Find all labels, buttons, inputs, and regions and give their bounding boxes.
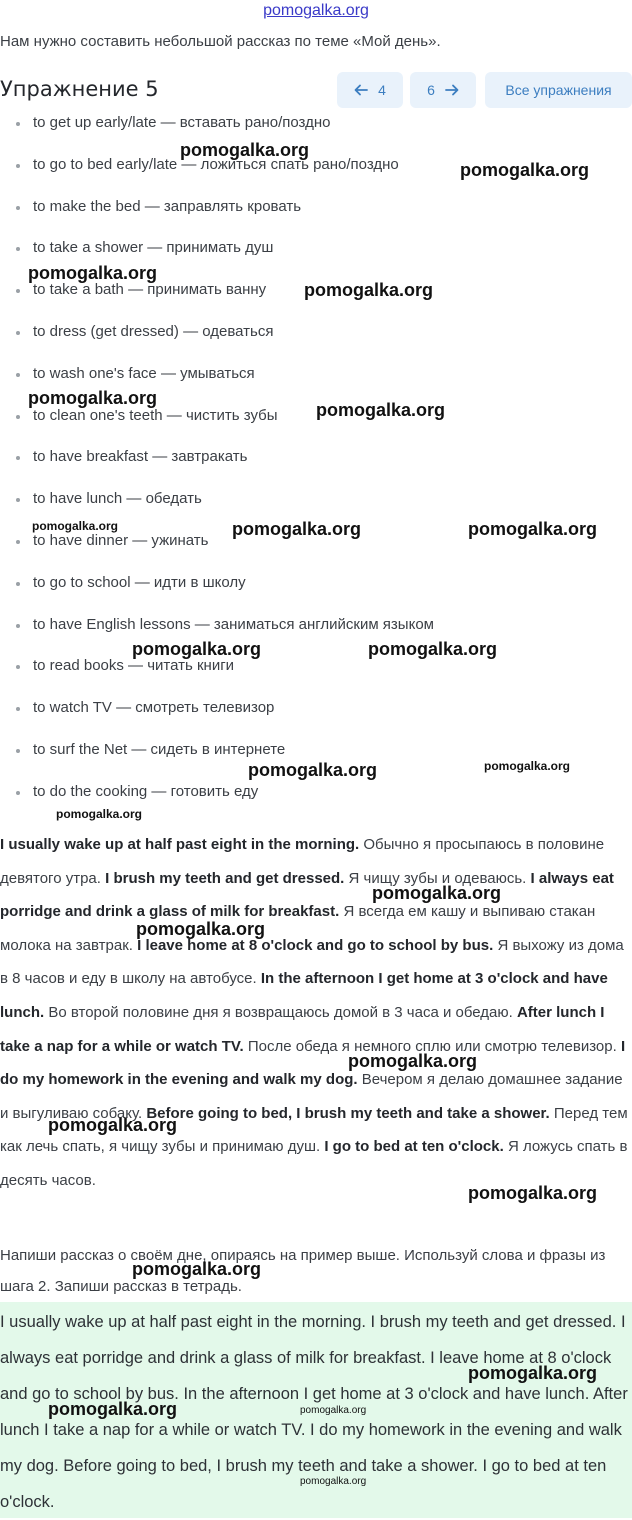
intro-text: Нам нужно составить небольшой рассказ по теме «Мой день».	[0, 33, 441, 50]
example-story	[0, 828, 632, 1198]
next-exercise-button[interactable]	[410, 72, 476, 108]
story-sentence-ru: Я чищу зубы и одеваюсь.	[348, 869, 527, 887]
watermark-text: pomogalka.org	[56, 807, 143, 821]
story-sentence-en: In the afternoon I get home at 3 o'clock and have lunch.	[0, 970, 608, 1021]
prev-exercise-label: 4	[378, 82, 386, 98]
vocab-item: to have dinner — ужинать	[0, 520, 632, 562]
watermark-text: pomogalka.org	[468, 519, 598, 539]
watermark-text: pomogalka.org	[232, 519, 362, 539]
story-sentence-en: I brush my teeth and get dressed.	[105, 869, 345, 887]
next-exercise-label: 6	[427, 82, 435, 98]
vocab-item: to do the cooking — готовить еду	[0, 771, 632, 812]
watermark-text: pomogalka.org	[468, 1183, 598, 1203]
watermark-text: pomogalka.org	[316, 400, 446, 420]
vocab-item: to have breakfast — завтракать	[0, 436, 632, 478]
vocab-item: to take a shower — принимать душ	[0, 227, 632, 269]
watermark-text: pomogalka.org	[348, 1051, 478, 1071]
watermark-text: pomogalka.org	[132, 639, 262, 659]
watermark-text: pomogalka.org	[484, 759, 571, 773]
story-sentence-en: I do my homework in the evening and walk my dog.	[0, 1037, 626, 1089]
watermark-text: pomogalka.org	[48, 1399, 178, 1419]
watermark-text: pomogalka.org	[304, 280, 434, 300]
vocab-item: to have English lessons — заниматься английским языком	[0, 604, 632, 646]
story-sentence-ru: Я всегда ем кашу и выпиваю стакан молока на завтрак.	[0, 903, 596, 954]
arrow-right-icon	[445, 83, 459, 97]
watermark-text: pomogalka.org	[300, 1476, 367, 1487]
story-sentence-ru: После обеда я немного сплю или смотрю телевизор.	[247, 1037, 617, 1055]
answer-text: I usually wake up at half past eight in the morning. I brush my teeth and get dressed. I always eat porridge and drink a glass of milk for breakfast. I leave home at 8 o'clock and go to school by bus. In the afternoon I get home at 3 o'clock and have lunch. After lunch I take a nap for a while or watch TV. I do my homework in the evening and walk my dog. Before going to bed, I brush my teeth and take a shower. I go to bed at ten o'clock.	[0, 1313, 628, 1511]
story-sentence-en: I go to bed at ten o'clock.	[324, 1138, 504, 1156]
vocab-item: to wash one's face — умываться	[0, 353, 632, 395]
watermark-text: pomogalka.org	[180, 140, 310, 160]
vocab-item: to make the bed — заправлять кровать	[0, 186, 632, 228]
watermark-text: pomogalka.org	[300, 1405, 367, 1416]
watermark-text: pomogalka.org	[48, 1115, 178, 1135]
vocab-item: to have lunch — обедать	[0, 478, 632, 520]
story-sentence-en: I usually wake up at half past eight in the morning.	[0, 836, 360, 853]
watermark-text: pomogalka.org	[368, 639, 498, 659]
site-link[interactable]: pomogalka.org	[263, 2, 369, 19]
vocab-item: to go to bed early/late — ложиться спать рано/поздно	[0, 144, 632, 186]
prev-exercise-button[interactable]	[337, 72, 403, 108]
watermark-text: pomogalka.org	[468, 1363, 598, 1383]
story-sentence-ru: Во второй половине дня я возвращаюсь домой в 3 часа и обедаю.	[48, 1003, 513, 1021]
all-exercises-button[interactable]	[485, 72, 632, 108]
watermark-text: pomogalka.org	[28, 263, 158, 283]
watermark-text: pomogalka.org	[460, 160, 590, 180]
story-sentence-ru: Я выхожу из дома в 8 часов и еду в школу на автобусе.	[0, 936, 624, 988]
exercise-header	[0, 72, 632, 110]
vocab-item: to dress (get dressed) — одеваться	[0, 311, 632, 353]
vocab-item: to read books — читать книги	[0, 645, 632, 687]
story-sentence-ru: Я ложусь спать в десять часов.	[0, 1138, 628, 1189]
story-sentence-ru: Вечером я делаю домашнее задание и выгуливаю собаку.	[0, 1071, 623, 1122]
watermark-text: pomogalka.org	[32, 519, 119, 533]
watermark-text: pomogalka.org	[248, 760, 378, 780]
story-sentence-en: Before going to bed, I brush my teeth and take a shower.	[146, 1104, 550, 1122]
watermark-text: pomogalka.org	[28, 388, 158, 408]
exercise-title: Упражнение 5	[0, 77, 159, 101]
watermark-text: pomogalka.org	[372, 883, 502, 903]
vocab-item: to go to school — идти в школу	[0, 562, 632, 604]
task-text: Напиши рассказ о своём дне, опираясь на пример выше. Используй слова и фразы из шага 2. Запиши рассказ в тетрадь.	[0, 1247, 606, 1295]
story-sentence-en: I leave home at 8 o'clock and go to school by bus.	[137, 936, 494, 954]
story-sentence-ru: Обычно я просыпаюсь в половине девятого утра.	[0, 836, 605, 887]
arrow-left-icon	[354, 83, 368, 97]
vocab-item: to watch TV — смотреть телевизор	[0, 687, 632, 729]
vocabulary-list	[0, 112, 632, 812]
vocab-item: to get up early/late — вставать рано/поздно	[0, 112, 632, 144]
story-sentence-en: I always eat porridge and drink a glass of milk for breakfast.	[0, 869, 614, 921]
vocab-item: to take a bath — принимать ванну	[0, 269, 632, 311]
vocab-item: to surf the Net — сидеть в интернете	[0, 729, 632, 771]
vocab-item: to clean one's teeth — чистить зубы	[0, 395, 632, 437]
story-sentence-en: After lunch I take a nap for a while or watch TV.	[0, 1003, 605, 1055]
story-sentence-ru: Перед тем как лечь спать, я чищу зубы и принимаю душ.	[0, 1104, 628, 1156]
watermark-text: pomogalka.org	[136, 919, 266, 939]
watermark-text: pomogalka.org	[132, 1259, 262, 1279]
all-exercises-label: Все упражнения	[505, 82, 612, 98]
